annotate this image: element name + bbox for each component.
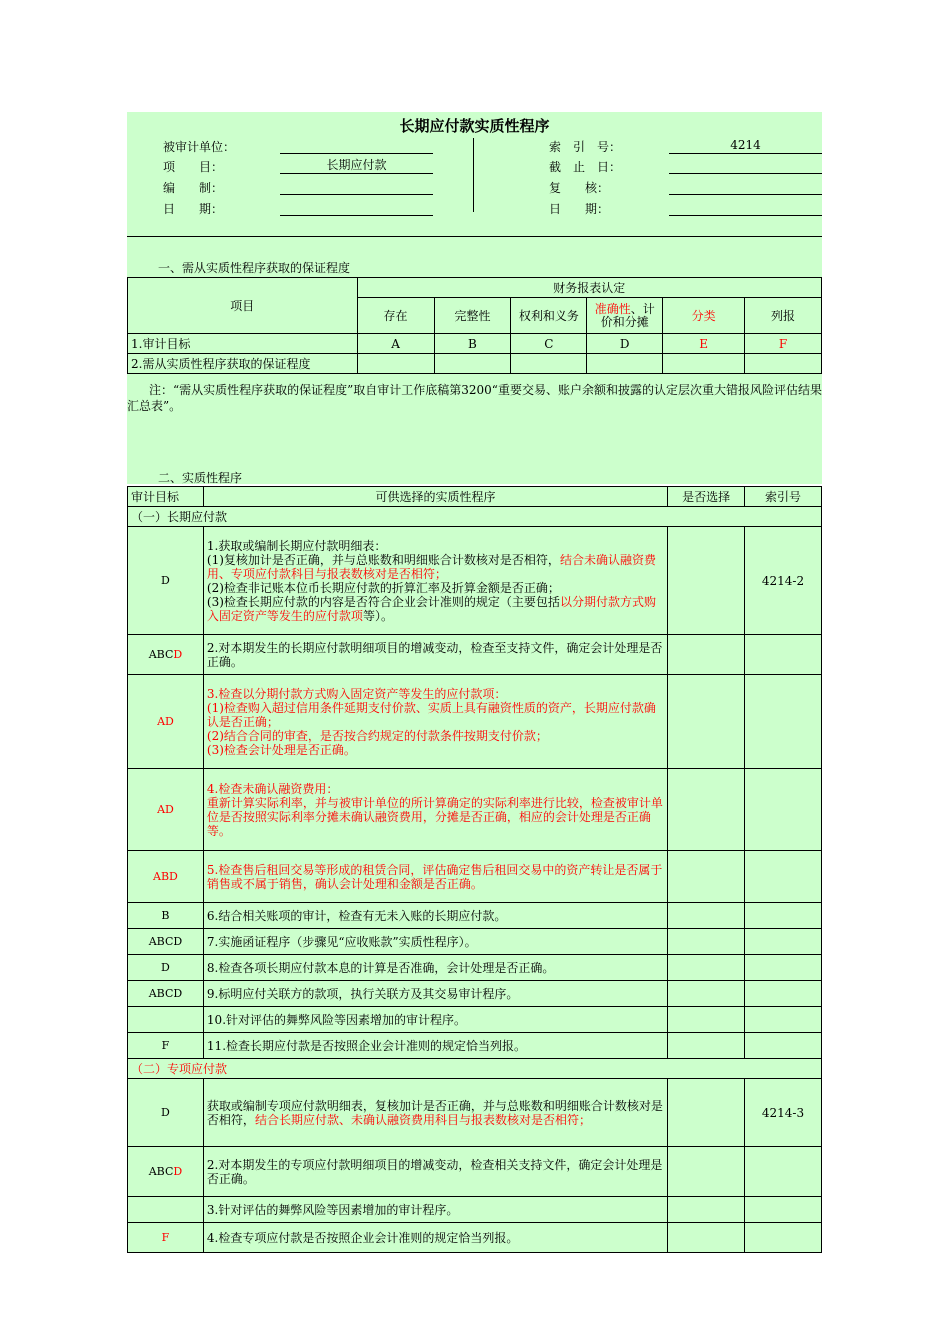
index-cell bbox=[745, 1147, 822, 1197]
workpaper-sheet bbox=[127, 112, 822, 1245]
procedure-text: 2.对本期发生的长期应付款明细项目的增减变动，检查至支持文件，确定会计处理是否正确。 bbox=[203, 635, 667, 675]
item-field[interactable]: 长期应付款 bbox=[280, 158, 433, 174]
procedure-text: 3.针对评估的舞弊风险等因素增加的审计程序。 bbox=[203, 1197, 667, 1223]
select-cell[interactable] bbox=[668, 851, 745, 903]
procedure-text: 6.结合相关账项的审计，检查有无未入账的长期应付款。 bbox=[203, 903, 667, 929]
select-cell[interactable] bbox=[668, 1197, 745, 1223]
assertion-existence: 存在 bbox=[357, 298, 434, 334]
procedure-target: ABCD bbox=[128, 1147, 204, 1197]
procedure-line: 等）。 bbox=[362, 608, 393, 623]
procedure-target: B bbox=[128, 903, 204, 929]
procedure-line: (3)检查长期应付款的内容是否符合企业会计准则的规定（主要包括 bbox=[206, 594, 560, 609]
procedure-line: (2)检查非记账本位币长期应付款的折算汇率及折算金额是否正确； bbox=[206, 580, 560, 595]
assurance-cell[interactable] bbox=[663, 354, 745, 374]
procedure-text: 10.针对评估的舞弊风险等因素增加的审计程序。 bbox=[203, 1007, 667, 1033]
assertion-accuracy-red: 准确性 bbox=[594, 301, 631, 316]
procedure-target: D bbox=[128, 1079, 204, 1147]
procedure-line-red: 结合长期应付款、未确认融资费用科目与报表数核对是否相符； bbox=[254, 1112, 591, 1127]
procedure-line: (3)检查会计处理是否正确。 bbox=[206, 742, 356, 757]
group2-title: （二）专项应付款 bbox=[128, 1059, 822, 1079]
col-index-header: 索引号 bbox=[745, 487, 822, 507]
assurance-cell[interactable] bbox=[511, 354, 587, 374]
procedure-line-red: 结合未确认融资费用、专项应付款科目与报表数核对是否相符； bbox=[206, 552, 656, 581]
procedure-text bbox=[203, 527, 667, 635]
page-title: 长期应付款实质性程序 bbox=[399, 117, 550, 135]
section1-note: 注：“需从实质性程序获取的保证程度”取自审计工作底稿第3200“重要交易、账户余额和披露的认定层次重大错报风险评估结果汇总表”。 bbox=[127, 383, 822, 413]
target-cell: B bbox=[434, 334, 511, 354]
index-field[interactable]: 4214 bbox=[669, 138, 822, 154]
procedures-table bbox=[127, 486, 822, 1253]
assertion-completeness: 完整性 bbox=[434, 298, 511, 334]
item-label: 项 目： bbox=[163, 160, 224, 174]
procedure-target bbox=[128, 1197, 204, 1223]
procedure-line-red: 以分期付款方式购入固定资产等发生的应付款项 bbox=[206, 594, 656, 623]
date2-label: 日 期： bbox=[549, 202, 610, 216]
index-cell bbox=[745, 955, 822, 981]
assertion-accuracy bbox=[587, 298, 663, 334]
procedure-target: D bbox=[128, 527, 204, 635]
index-cell bbox=[745, 1033, 822, 1059]
select-cell[interactable] bbox=[668, 1223, 745, 1253]
header-divider bbox=[473, 138, 474, 212]
reviewer-field[interactable] bbox=[669, 179, 822, 195]
index-cell bbox=[745, 903, 822, 929]
index-cell bbox=[745, 1197, 822, 1223]
procedure-text: 8.检查各项长期应付款本息的计算是否准确，会计处理是否正确。 bbox=[203, 955, 667, 981]
procedure-target: AD bbox=[128, 769, 204, 851]
assurance-table bbox=[127, 277, 822, 374]
assurance-cell[interactable] bbox=[434, 354, 511, 374]
select-cell[interactable] bbox=[668, 527, 745, 635]
select-cell[interactable] bbox=[668, 769, 745, 851]
assertion-rights: 权利和义务 bbox=[511, 298, 587, 334]
procedure-line: 3.检查以分期付款方式购入固定资产等发生的应付款项： bbox=[206, 686, 507, 701]
section2-heading: 二、实质性程序 bbox=[158, 471, 243, 485]
preparer-field[interactable] bbox=[280, 179, 433, 195]
index-label: 索 引 号： bbox=[549, 140, 622, 154]
col-procedure-header: 可供选择的实质性程序 bbox=[203, 487, 667, 507]
assertion-classification: 分类 bbox=[663, 298, 745, 334]
group1-title: （一）长期应付款 bbox=[128, 507, 822, 527]
procedure-text bbox=[203, 1079, 667, 1147]
procedure-target: F bbox=[128, 1033, 204, 1059]
assurance-cell[interactable] bbox=[745, 354, 822, 374]
index-cell bbox=[745, 769, 822, 851]
procedure-text: 5.检查售后租回交易等形成的租赁合同，评估确定售后租回交易中的资产转让是否属于销售或不属于销售，确认会计处理和金额是否正确。 bbox=[203, 851, 667, 903]
assurance-cell[interactable] bbox=[587, 354, 663, 374]
procedure-target: ABCD bbox=[128, 929, 204, 955]
index-cell bbox=[745, 1007, 822, 1033]
target-cell: D bbox=[587, 334, 663, 354]
target-cell: F bbox=[745, 334, 822, 354]
procedure-target: ABD bbox=[128, 851, 204, 903]
auditee-label: 被审计单位： bbox=[163, 140, 236, 154]
target-cell: C bbox=[511, 334, 587, 354]
select-cell[interactable] bbox=[668, 635, 745, 675]
procedure-line: 重新计算实际利率，并与被审计单位的所计算确定的实际利率进行比较，检查被审计单位是否按照实际利率分摊未确认融资费用，分摊是否正确，相应的会计处理是否正确等。 bbox=[206, 795, 663, 838]
select-cell[interactable] bbox=[668, 675, 745, 769]
procedure-target bbox=[128, 1007, 204, 1033]
assertion-presentation: 列报 bbox=[745, 298, 822, 334]
procedure-line: (2)结合合同的审查，是否按合约规定的付款条件按期支付价款； bbox=[206, 728, 548, 743]
target-cell: A bbox=[357, 334, 434, 354]
select-cell[interactable] bbox=[668, 1147, 745, 1197]
procedure-line: 4.检查未确认融资费用： bbox=[206, 781, 339, 796]
select-cell[interactable] bbox=[668, 1033, 745, 1059]
procedure-line: (1)复核加计是否正确，并与总账数和明细账合计数核对是否相符， bbox=[206, 552, 560, 567]
section1-heading: 一、需从实质性程序获取的保证程度 bbox=[158, 261, 351, 275]
assurance-cell[interactable] bbox=[357, 354, 434, 374]
index-cell bbox=[745, 635, 822, 675]
procedure-text: 11.检查长期应付款是否按照企业会计准则的规定恰当列报。 bbox=[203, 1033, 667, 1059]
procedure-target: AD bbox=[128, 675, 204, 769]
index-cell bbox=[745, 929, 822, 955]
index-cell bbox=[745, 981, 822, 1007]
select-cell[interactable] bbox=[668, 1007, 745, 1033]
header-bottom-rule bbox=[127, 236, 822, 237]
assertion-accuracy-rest: 、计价和分摊 bbox=[600, 301, 655, 329]
procedure-text bbox=[203, 769, 667, 851]
date-label: 日 期： bbox=[163, 202, 224, 216]
procedure-target: ABCD bbox=[128, 635, 204, 675]
target-cell: E bbox=[663, 334, 745, 354]
select-cell[interactable] bbox=[668, 955, 745, 981]
col-selected-header: 是否选择 bbox=[668, 487, 745, 507]
index-cell bbox=[745, 675, 822, 769]
index-cell: 4214-3 bbox=[745, 1079, 822, 1147]
auditee-field[interactable] bbox=[280, 138, 433, 154]
cutoff-field[interactable] bbox=[669, 158, 822, 174]
procedure-text: 7.实施函证程序（步骤见“应收账款”实质性程序）。 bbox=[203, 929, 667, 955]
date-field[interactable] bbox=[280, 200, 433, 216]
item-header: 项目 bbox=[128, 278, 358, 334]
procedure-target: ABCD bbox=[128, 981, 204, 1007]
procedure-target: D bbox=[128, 955, 204, 981]
preparer-label: 编 制： bbox=[163, 181, 224, 195]
index-cell: 4214-2 bbox=[745, 527, 822, 635]
procedure-text: 2.对本期发生的专项应付款明细项目的增减变动，检查相关支持文件，确定会计处理是否正确。 bbox=[203, 1147, 667, 1197]
select-cell[interactable] bbox=[668, 1079, 745, 1147]
procedure-text: 4.检查专项应付款是否按照企业会计准则的规定恰当列报。 bbox=[203, 1223, 667, 1253]
procedure-target: F bbox=[128, 1223, 204, 1253]
row-audit-target-label: 1.审计目标 bbox=[128, 334, 358, 354]
cutoff-label: 截 止 日： bbox=[549, 160, 622, 174]
procedure-text: 9.标明应付关联方的款项，执行关联方及其交易审计程序。 bbox=[203, 981, 667, 1007]
procedure-line: 1.获取或编制长期应付款明细表： bbox=[206, 538, 387, 553]
select-cell[interactable] bbox=[668, 981, 745, 1007]
col-target-header: 审计目标 bbox=[128, 487, 204, 507]
row-assurance-label: 2.需从实质性程序获取的保证程度 bbox=[128, 354, 358, 374]
select-cell[interactable] bbox=[668, 903, 745, 929]
procedure-line: 获取或编制专项应付款明细表，复核加计是否正确，并与总账数和明细账合计数核对是否相符， bbox=[206, 1098, 663, 1127]
procedure-line: (1)检查购入超过信用条件延期支付价款、实质上具有融资性质的资产，长期应付款确认是否正确； bbox=[206, 700, 656, 729]
reviewer-label: 复 核： bbox=[549, 181, 610, 195]
date2-field[interactable] bbox=[669, 200, 822, 216]
select-cell[interactable] bbox=[668, 929, 745, 955]
procedure-text bbox=[203, 675, 667, 769]
assertion-header: 财务报表认定 bbox=[357, 278, 821, 298]
index-cell bbox=[745, 851, 822, 903]
index-cell bbox=[745, 1223, 822, 1253]
